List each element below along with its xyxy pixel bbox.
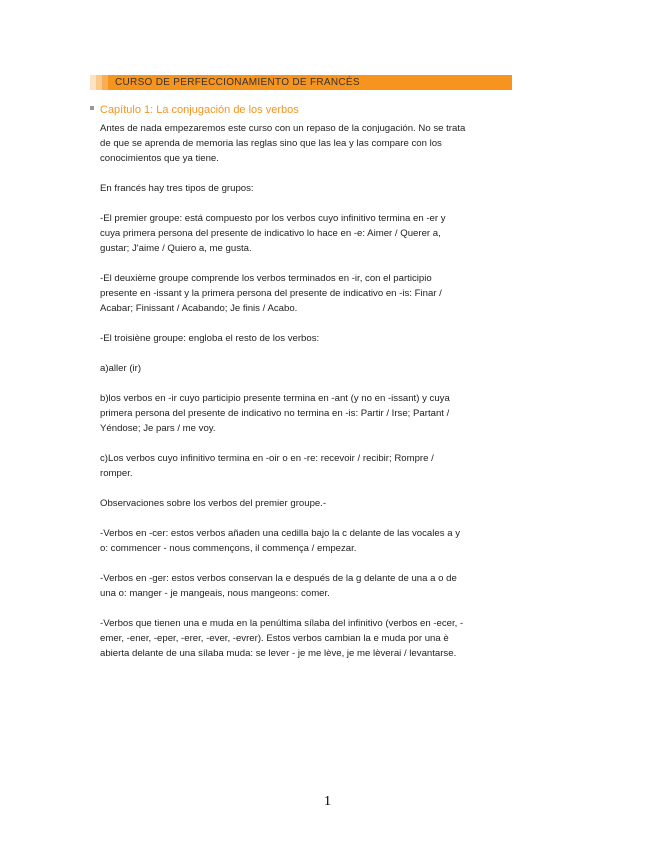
text-line: c)Los verbos cuyo infinitivo termina en -oir o en -re: recevoir / recibir; Rompre /: [100, 453, 434, 464]
chapter-heading: Capítulo 1: La conjugación de los verbos: [100, 104, 299, 116]
text-line: romper.: [100, 468, 133, 479]
text-line: Antes de nada empezaremos este curso con un repaso de la conjugación. No se trata: [100, 123, 466, 134]
text-line: -El premier groupe: está compuesto por los verbos cuyo infinitivo termina en -er y: [100, 213, 446, 224]
document-title: CURSO DE PERFECCIONAMIENTO DE FRANCÉS: [115, 77, 360, 88]
text-line: o: commencer - nous commençons, il commença / empezar.: [100, 543, 357, 554]
text-line: gustar; J'aime / Quiero a, me gusta.: [100, 243, 252, 254]
paragraph: [100, 616, 520, 661]
text-line: una o: manger - je mangeais, nous mangeons: comer.: [100, 588, 330, 599]
text-line: -Verbos en -cer: estos verbos añaden una cedilla bajo la c delante de las vocales a y: [100, 528, 460, 539]
paragraph: [100, 361, 520, 376]
paragraph: [100, 571, 520, 601]
text-line: b)los verbos en -ir cuyo participio presente termina en -ant (y no en -issant) y cuya: [100, 393, 450, 404]
text-line: a)aller (ir): [100, 363, 142, 374]
text-line: emer, -ener, -eper, -erer, -ever, -evrer). Estos verbos cambian la e muda por una è: [100, 633, 449, 644]
paragraph: [100, 526, 520, 556]
document-body: [100, 121, 520, 676]
text-line: abierta delante de una sílaba muda: se lever - je me lève, je me lèverai / levantarse.: [100, 648, 457, 659]
bullet-icon: [90, 106, 94, 110]
text-line: de que se aprenda de memoria las reglas sino que las lea y las compare con los: [100, 138, 442, 149]
text-line: presente en -issant y la primera persona del presente de indicativo en -is: Finar /: [100, 288, 442, 299]
text-line: -Verbos en -ger: estos verbos conservan la e después de la g delante de una a o de: [100, 573, 457, 584]
text-line: Yéndose; Je pars / me voy.: [100, 423, 216, 434]
paragraph: [100, 451, 520, 481]
paragraph: [100, 211, 520, 256]
text-line: primera persona del presente de indicativo no termina en -is: Partir / Irse; Partant /: [100, 408, 450, 419]
header-bar: [90, 75, 512, 90]
paragraph: [100, 496, 520, 511]
paragraph: [100, 271, 520, 316]
text-line: -El troisiène groupe: engloba el resto de los verbos:: [100, 333, 320, 344]
paragraph: [100, 331, 520, 346]
page-number: 1: [324, 794, 331, 809]
text-line: -El deuxième groupe comprende los verbos terminados en -ir, con el participio: [100, 273, 432, 284]
paragraph: [100, 391, 520, 436]
text-line: cuya primera persona del presente de indicativo lo hace en -e: Aimer / Querer a,: [100, 228, 441, 239]
paragraph: [100, 181, 520, 196]
text-line: Observaciones sobre los verbos del premier groupe.-: [100, 498, 327, 509]
text-line: En francés hay tres tipos de grupos:: [100, 183, 254, 194]
text-line: Acabar; Finissant / Acabando; Je finis / Acabo.: [100, 303, 298, 314]
header-bar-accent: [102, 75, 108, 90]
paragraph: [100, 121, 520, 166]
text-line: conocimientos que ya tiene.: [100, 153, 219, 164]
text-line: -Verbos que tienen una e muda en la penúltima sílaba del infinitivo (verbos en -ecer, -: [100, 618, 464, 629]
